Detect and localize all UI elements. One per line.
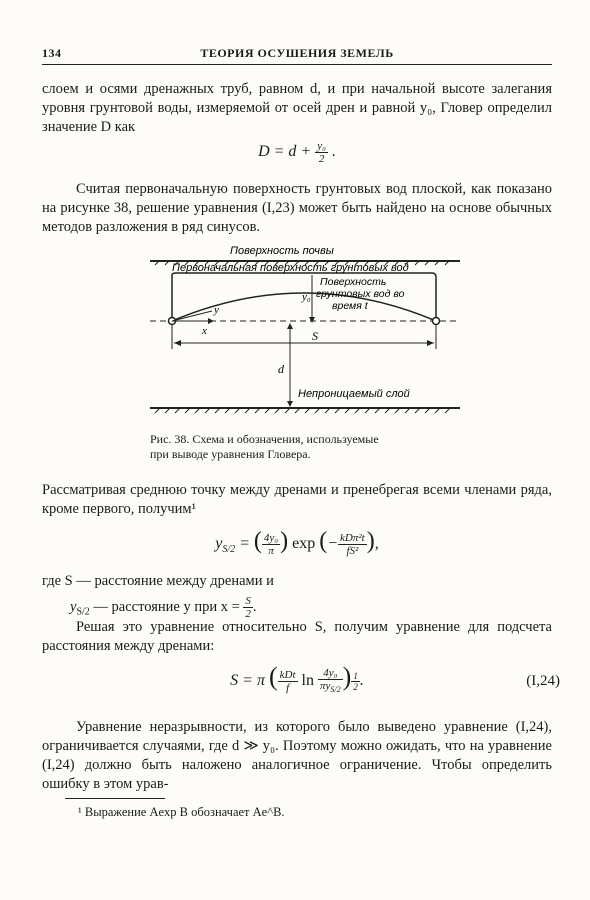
equation-S-f2-num: 4y₀ [318,667,343,680]
equation-y: $y_{S/2}$ = ( $\frac{\text{4y₀}}{\pi}$ ) exp (− $\frac{\text{kDπ²t}}{\text{fS²}}$ ), [215,528,379,557]
equation-S-f2-den [318,680,343,696]
equation-S-fraction-2 [318,667,343,696]
page-number: 134 [42,46,62,60]
equation-D-tail: . [331,143,336,161]
equation-y-f1-num: 4y₀ [263,531,279,544]
label-surface-t-3: время t [332,300,368,312]
equation-y-f2-num: kDπ²t [340,531,365,544]
label-S: S [312,329,318,343]
equation-S-tail: . [359,672,364,689]
equation-number: (I,24) [526,673,560,689]
equation-S-f2-den-main: πy [320,679,331,692]
equation-S-f1-num: kDt [279,668,296,681]
paragraph-3: Рассматривая среднюю точку между дренами и пренебрегая всеми членами ряда, кроме первого, получим¹ [42,482,552,517]
equation-S-ln: ln [301,672,314,689]
label-d: d [278,362,284,376]
label-y: y [214,304,219,316]
equation-y-lhs: y [215,535,223,552]
caption-line-2: при выводе уравнения Гловера. [150,447,311,461]
drain-right [433,318,440,325]
where-line-2-var: y [70,598,77,615]
figure-38 [150,245,460,420]
where-line-2-text: — расстояние y при x = [93,598,240,615]
paragraph-5: Уравнение неразрывности, из которого было выведено уравнение (I,24), ограничивается случаями, где d ≫ y₀. Поэтому можно ожидать, что на уравнение (I,24) должно быть наложено аналогичное ограничение. Чтобы определить ошибку в этом урав- [42,719,552,792]
where-line-2-den: 2 [245,608,251,620]
equation-S-lhs: S = π [230,672,265,689]
where-line-2-sub: S/2 [76,606,90,618]
paragraph-1: слоем и осями дренажных труб, равном d, и при начальной высоте залегания уровня грунтовой воды, измеряемой от осей дрен и равной y₀, Гловер определил значение D как [42,81,552,135]
figure-caption [150,432,470,462]
where-line-1: где S — расстояние между дренами и [42,573,274,589]
where-line-2-fraction [243,595,253,620]
running-title: ТЕОРИЯ ОСУШЕНИЯ ЗЕМЕЛЬ [200,46,394,60]
paragraph-2: Считая первоначальную поверхность грунтовых вод плоской, как показано на рисунке 38, решение уравнения (I,23) может быть найдено на основе обычных методов разложения в ряд синусов. [42,181,552,235]
equation-D-numerator: y₀ [317,140,326,152]
equation-S: S = π ( $\frac{\text{kDt}}{f}$ ln $\frac{\text{4y₀}}{\pi y_{S/2}}$ ) $\frac{1}{2}$ . [230,662,364,694]
where-line-2-num: S [245,595,251,607]
label-initial-surface: Первоначальная поверхность грунтовых вод [172,262,409,274]
equation-y-f1-den: π [268,544,274,557]
equation-y-fraction-1 [262,532,280,557]
equation-D-denominator: 2 [318,153,325,165]
equation-D-lhs: D = d + [258,143,312,161]
caption-line-1: Рис. 38. Схема и обозначения, используемые [150,432,379,446]
paragraph-4: Решая это уравнение относительно S, получим уравнение для подсчета расстояния между дренами: [42,619,552,654]
label-surface-t-1: Поверхность [320,276,387,288]
equation-y-exp: exp [292,535,316,552]
equation-S-f2-den-sub: S/2 [330,684,341,694]
label-surface-t-2: грунтовых вод во [316,288,405,300]
footnote: ¹ Выражение Aexp B обозначает Ae^B. [78,805,285,819]
equation-y-eq: = [239,535,250,552]
equation-S-power-den: 2 [353,681,358,692]
footnote-rule [65,798,165,799]
equation-S-f1-den: f [286,681,290,694]
equation-y-fraction-2 [338,532,367,557]
equation-y-sub: S/2 [222,544,236,556]
equation-S-power [351,671,360,692]
figure-38-diagram [150,245,460,420]
equation-y-tail: , [374,535,379,552]
equation-D [42,140,552,165]
equation-y-f2-den: fS² [346,544,359,557]
running-header [42,42,552,65]
label-impermeable: Непроницаемый слой [298,388,410,400]
label-x: x [202,325,207,337]
label-y0: y₀ [302,291,311,303]
equation-S-power-num: 1 [353,670,358,681]
equation-D-fraction [315,140,328,165]
label-soil-surface: Поверхность почвы [230,245,334,257]
equation-S-fraction-1 [278,669,298,694]
where-line-2: $y_{S/2}$ — расстояние y при x = $\frac{S}{2}$ . [70,595,257,620]
